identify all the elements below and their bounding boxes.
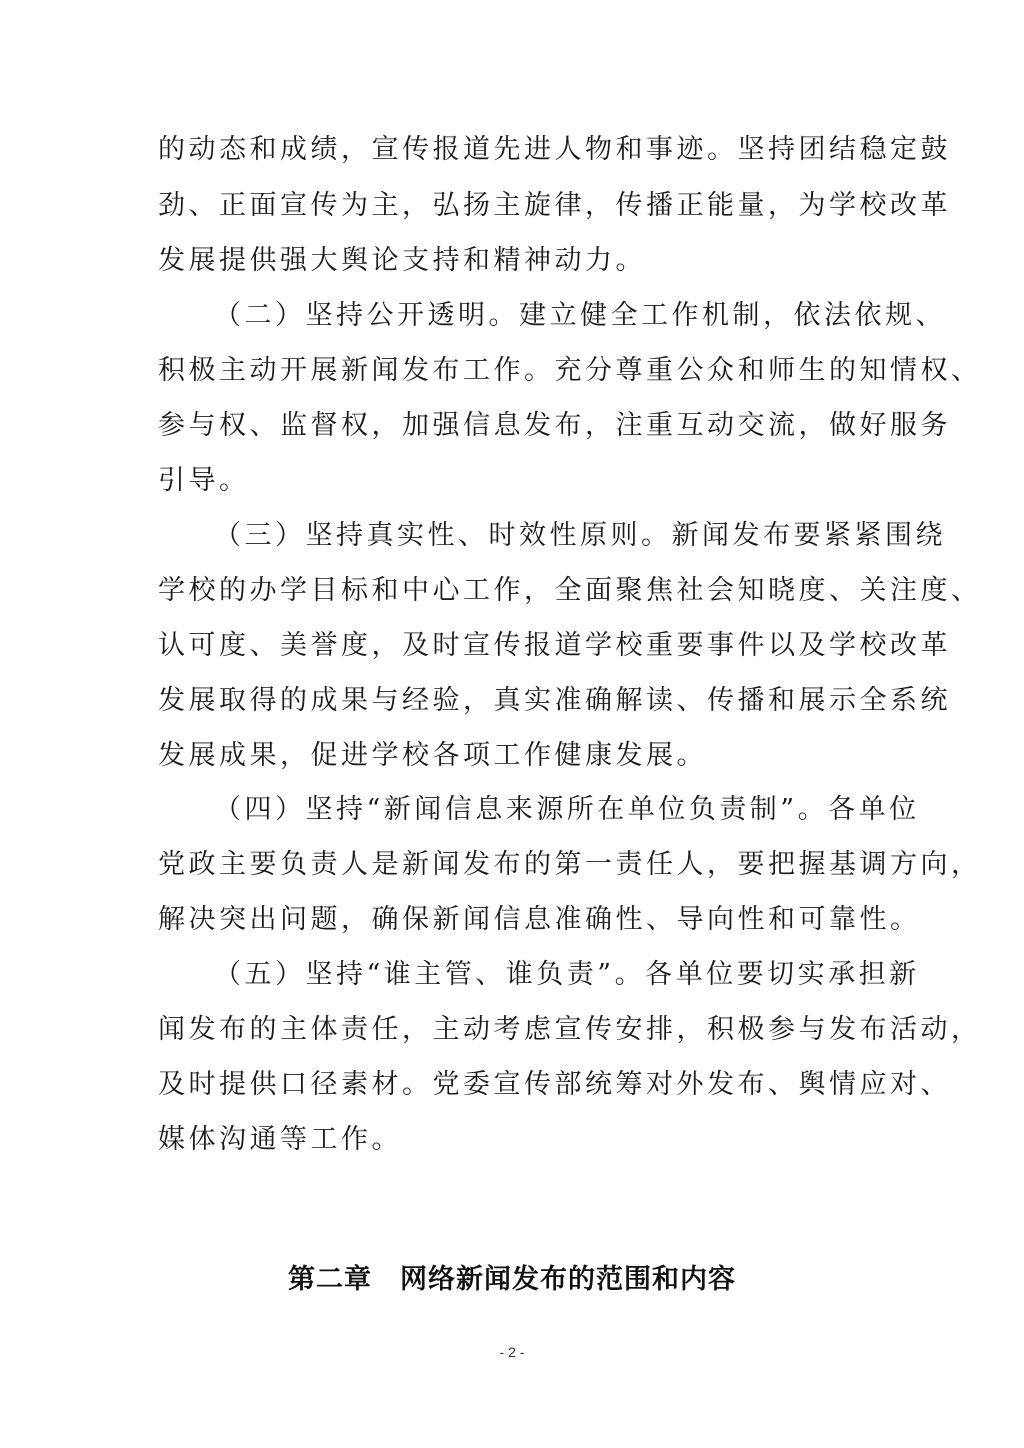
text-line: 闻发布的主体责任，主动考虑宣传安排，积极参与发布活动， bbox=[158, 1014, 982, 1045]
text-line: 劲、正面宣传为主，弘扬主旋律，传播正能量，为学校改革 bbox=[158, 190, 951, 221]
text-line: 的动态和成绩，宣传报道先进人物和事迹。坚持团结稳定鼓 bbox=[158, 134, 951, 165]
text-line: （五）坚持“谁主管、谁负责”。各单位要切实承担新 bbox=[214, 959, 920, 990]
text-line: 学校的办学目标和中心工作，全面聚焦社会知晓度、关注度、 bbox=[158, 575, 982, 606]
text-line: 及时提供口径素材。党委宣传部统筹对外发布、舆情应对、 bbox=[158, 1069, 951, 1100]
text-line: 发展取得的成果与经验，真实准确解读、传播和展示全系统 bbox=[158, 685, 951, 716]
text-line: 积极主动开展新闻发布工作。充分尊重公众和师生的知情权、 bbox=[158, 355, 982, 386]
text-line: 发展提供强大舆论支持和精神动力。 bbox=[158, 245, 646, 276]
page-number: - 2 - bbox=[499, 1344, 525, 1360]
text-line: （四）坚持“新闻信息来源所在单位负责制”。各单位 bbox=[214, 794, 920, 825]
text-line: （二）坚持公开透明。建立健全工作机制，依法依规、 bbox=[214, 300, 946, 331]
text-line: 认可度、美誉度，及时宣传报道学校重要事件以及学校改革 bbox=[158, 630, 951, 661]
text-line: 媒体沟通等工作。 bbox=[158, 1124, 402, 1155]
text-line: 发展成果，促进学校各项工作健康发展。 bbox=[158, 740, 707, 771]
text-line: （三）坚持真实性、时效性原则。新闻发布要紧紧围绕 bbox=[214, 520, 946, 551]
text-line: 党政主要负责人是新闻发布的第一责任人，要把握基调方向， bbox=[158, 849, 982, 880]
text-line: 引导。 bbox=[158, 465, 250, 496]
text-line: 参与权、监督权，加强信息发布，注重互动交流，做好服务 bbox=[158, 410, 951, 441]
text-line: 解决突出问题，确保新闻信息准确性、导向性和可靠性。 bbox=[158, 904, 921, 935]
chapter-heading: 第二章 网络新闻发布的范围和内容 bbox=[288, 1264, 736, 1295]
